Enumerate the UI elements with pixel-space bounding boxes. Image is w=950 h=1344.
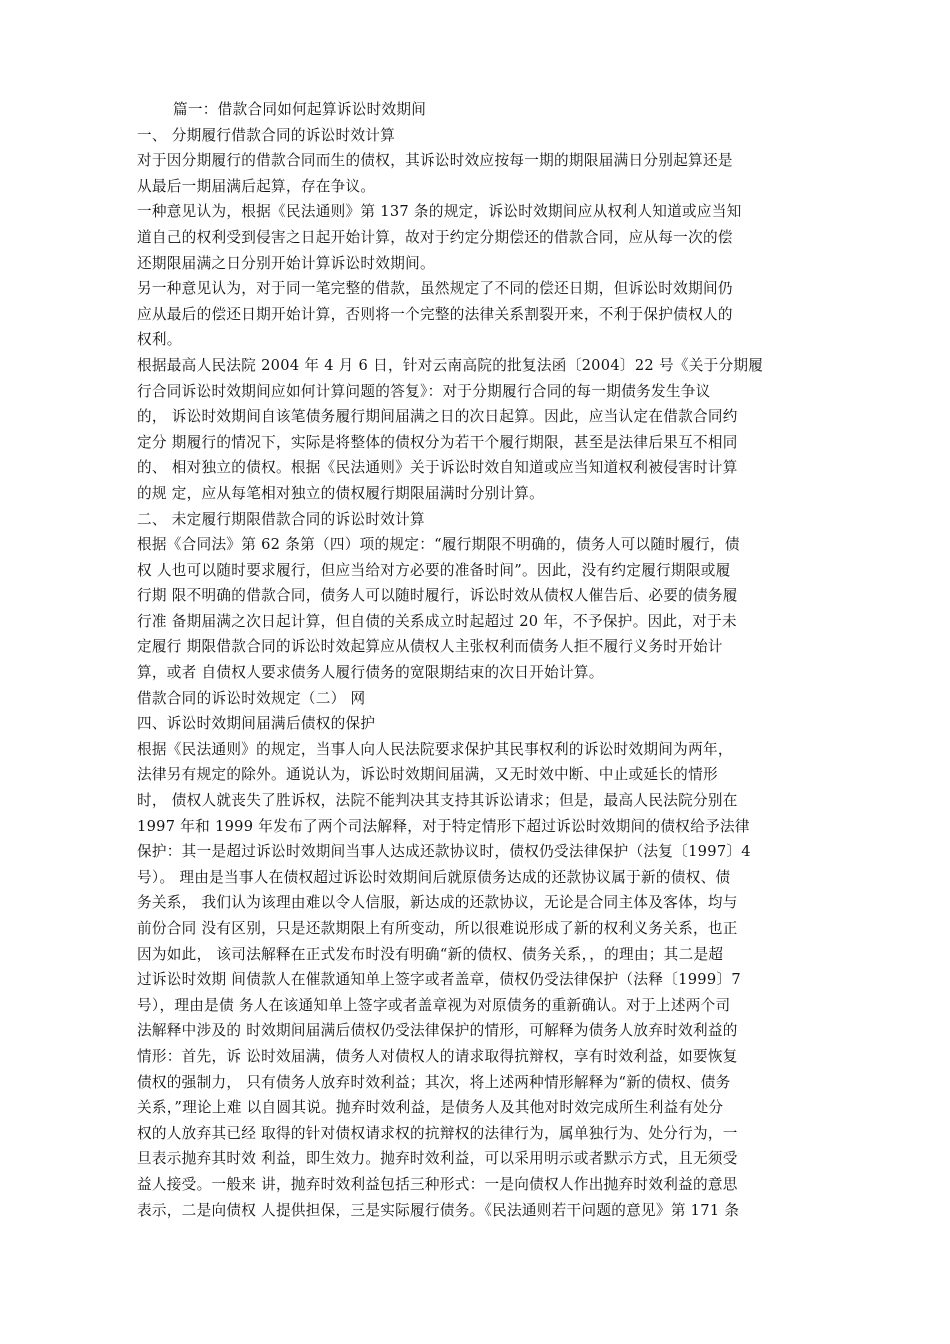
- text-line: 二、 未定履行期限借款合同的诉讼时效计算: [137, 510, 425, 528]
- text-line: 号），理由是债 务人在该通知单上签字或者盖章视为对原债务的重新确认。对于上述两个司: [137, 996, 731, 1014]
- text-line: 法律另有规定的除外。通说认为，诉讼时效期间届满，又无时效中断、中止或延长的情形: [137, 766, 718, 784]
- text-line: 行期 限不明确的借款合同，债务人可以随时履行，诉讼时效从债权人催告后、必要的债务履: [137, 587, 738, 605]
- text-line: 另一种意见认为，对于同一笔完整的借款，虽然规定了不同的偿还日期，但诉讼时效期间仍: [137, 280, 733, 298]
- text-line: 时， 债权人就丧失了胜诉权，法院不能判决其支持其诉讼请求；但是，最高人民法院分别在: [137, 792, 738, 810]
- text-line: 关系，”理论上难 以自圆其说。抛弃时效利益，是债务人及其他对时效完成所生利益有处分: [137, 1099, 724, 1117]
- text-line: 前份合同 没有区别，只是还款期限上有所变动，所以很难说形成了新的权利义务关系，也正: [137, 920, 738, 937]
- text-line: 定分 期履行的情况下，实际是将整体的债权分为若干个履行期限，甚至是法律后果互不相同: [137, 433, 738, 451]
- text-line: 道自己的权利受到侵害之日起开始计算，故对于约定分期偿还的借款合同，应从每一次的偿: [137, 228, 733, 246]
- text-line: 表示，二是向债权 人提供担保，三是实际履行债务。《民法通则若干问题的意见》第 171 条: [137, 1201, 740, 1219]
- text-line: 过诉讼时效期 间债款人在催款通知单上签字或者盖章，债权仍受法律保护（法释〔1999〕7: [137, 971, 741, 989]
- text-line: 算，或者 自债权人要求债务人履行债务的宽限期结束的次日开始计算。: [137, 664, 604, 682]
- text-line: 四、诉讼时效期间届满后债权的保护: [137, 715, 376, 733]
- text-line: 一种意见认为，根据《民法通则》第 137 条的规定，诉讼时效期间应从权利人知道或应当知: [137, 203, 742, 221]
- text-line: 权的人放弃其已经 取得的针对债权请求权的抗辩权的法律行为，属单独行为、处分行为，一: [137, 1124, 738, 1142]
- text-line: 一、 分期履行借款合同的诉讼时效计算: [137, 126, 396, 144]
- text-line: 旦表示抛弃其时效 利益，即生效力。抛弃时效利益，可以采用明示或者默示方式，且无须受: [137, 1150, 738, 1168]
- text-line: 行准 备期届满之次日起计算，但自债的关系成立时起超过 20 年，不予保护。因此，对于未: [137, 612, 737, 630]
- text-line: 对于因分期履行的借款合同而生的债权，其诉讼时效应按每一期的期限届满日分别起算还是: [137, 152, 733, 170]
- text-line: 借款合同的诉讼时效规定（二） 网: [137, 689, 366, 707]
- text-line: 因为如此， 该司法解释在正式发布时没有明确“新的债权、债务关系，，的理由；其二是超: [137, 945, 724, 963]
- text-line: 的， 诉讼时效期间自该笔债务履行期间届满之日的次日起算。因此，应当认定在借款合同约: [137, 408, 738, 426]
- text-line: 债权的强制力， 只有债务人放弃时效利益；其次，将上述两种情形解释为“新的债权、债务: [137, 1073, 731, 1091]
- text-line: 根据最高人民法院 2004 年 4 月 6 日，针对云南高院的批复法函〔2004〕22 号《关于分期履: [137, 356, 764, 374]
- text-line: 的、 相对独立的债权。根据《民法通则》关于诉讼时效自知道或应当知道权利被侵害时计算: [137, 459, 738, 477]
- text-line: 根据《民法通则》的规定，当事人向人民法院要求保护其民事权利的诉讼时效期间为两年，: [137, 740, 733, 758]
- text-line: 从最后一期届满后起算，存在争议。: [137, 177, 376, 195]
- text-line: 保护：其一是超过诉讼时效期间当事人达成还款协议时，债权仍受法律保护（法复〔1997〕4: [137, 843, 751, 861]
- text-line: 权 人也可以随时要求履行，但应当给对方必要的准备时间”。因此，没有约定履行期限或履: [137, 561, 731, 579]
- text-line: 根据《合同法》第 62 条第（四）项的规定：“履行期限不明确的，债务人可以随时履行，债: [137, 536, 740, 554]
- text-line: 法解释中涉及的 时效期间届满后债权仍受法律保护的情形，可解释为债务人放弃时效利益的: [137, 1022, 738, 1040]
- text-line: 应从最后的偿还日期开始计算，否则将一个完整的法律关系割裂开来，不利于保护债权人的: [137, 305, 733, 323]
- text-line: 还期限届满之日分别开始计算诉讼时效期间。: [137, 254, 435, 272]
- text-line: 定履行 期限借款合同的诉讼时效起算应从债权人主张权利而债务人拒不履行义务时开始计: [137, 638, 723, 656]
- text-line: 益人接受。一般来 讲，抛弃时效利益包括三种形式：一是向债权人作出抛弃时效利益的意思: [137, 1175, 738, 1193]
- text-line: 号）。 理由是当事人在债权超过诉讼时效期间后就原债务达成的还款协议属于新的债权、债: [137, 868, 731, 886]
- text-line: 情形：首先，诉 讼时效届满，债务人对债权人的请求取得抗辩权，享有时效利益，如要恢复: [137, 1047, 738, 1065]
- document-title: 篇一：借款合同如何起算诉讼时效期间: [173, 101, 427, 118]
- text-line: 行合同诉讼时效期间应如何计算问题的答复》：对于分期履行合同的每一期债务发生争议: [137, 382, 711, 400]
- text-line: 的规 定，应从每笔相对独立的债权履行期限届满时分别计算。: [137, 484, 545, 502]
- text-line: 1997 年和 1999 年发布了两个司法解释，对于特定情形下超过诉讼时效期间的债权给予法律: [137, 817, 750, 835]
- document-body: [137, 97, 827, 1223]
- text-line: 务关系， 我们认为该理由难以令人信服，新达成的还款协议，无论是合同主体及客体，均与: [137, 894, 738, 912]
- text-line: 权利。: [137, 331, 182, 349]
